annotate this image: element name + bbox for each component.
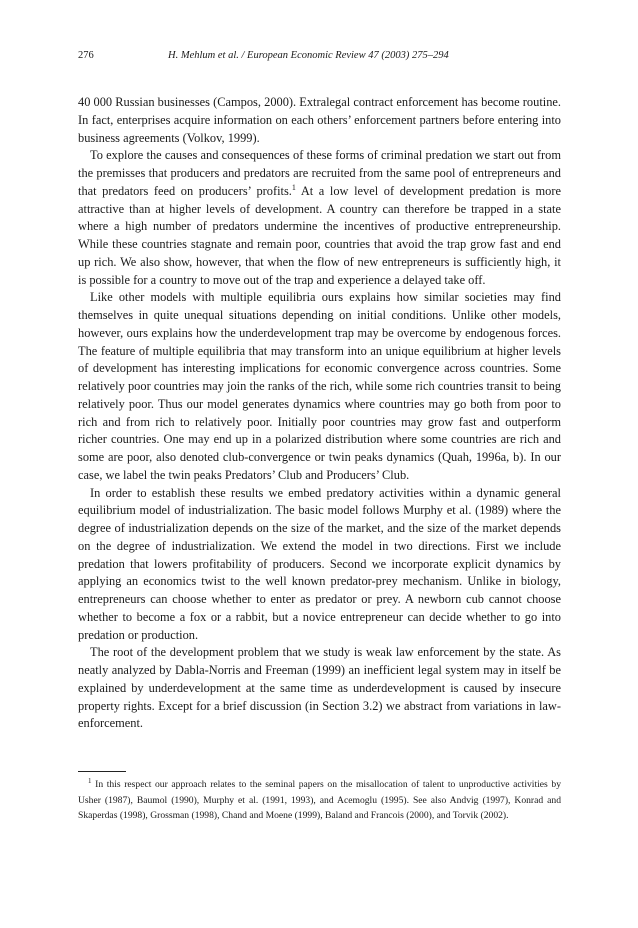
- footnote-marker[interactable]: 1: [291, 182, 296, 192]
- running-header: [78, 50, 560, 64]
- footnote-text: In this respect our approach relates to the seminal papers on the misallocation of talent to unproductive activities by Usher (1987), Baumol (1990), Murphy et al. (1991, 1993), and Acemoglu (1995). See also Andvig (1997), Konrad and Skaperdas (1998), Grossman (1998), Chand and Moene (1999), Baland and Francois (2000), and Torvik (2002).: [78, 779, 561, 821]
- paragraph-2-part-a: To explore the causes and consequences of these forms of criminal predation we start out from the premisses that producers and predators are recruited from the same pool of entrepreneurs and that predators feed on producers’ profits.: [78, 148, 561, 198]
- page-number: 276: [78, 50, 94, 61]
- paragraph-5: The root of the development problem that we study is weak law enforcement by the state. As neatly analyzed by Dabla-Norris and Freeman (1999) an inefficient legal system may in itself be explained by underdevelopment at the same time as underdevelopment is caused by insecure property rights. Except for a brief discussion (in Section 3.2) we abstract from variations in law-enforcement.: [78, 645, 561, 731]
- paragraph-2: [78, 147, 561, 289]
- footnote-divider: [78, 771, 126, 772]
- paragraph-1: 40 000 Russian businesses (Campos, 2000). Extralegal contract enforcement has become routine. In fact, enterprises acquire information on each others’ enforcement partners before entering into business agreements (Volkov, 1999).: [78, 95, 561, 145]
- paragraph-4: In order to establish these results we embed predatory activities within a dynamic general equilibrium model of industrialization. The basic model follows Murphy et al. (1989) where the degree of industrialization depends on the size of the market, and the size of the market depends on the degree of industrialization. We extend the model in two directions. First we include predation that lowers profitability of producers. Second we incorporate explicit dynamics by applying an economics twist to the well known predator-prey mechanism. Unlike in biology, entrepreneurs can choose whether to enter as predator or prey. A newborn cub cannot choose whether to become a fox or a rabbit, but a novice entrepreneur can decide whether to go into predation or production.: [78, 485, 561, 642]
- footnote-number: 1: [88, 776, 92, 785]
- body-text: [78, 94, 561, 733]
- running-head: H. Mehlum et al. / European Economic Review 47 (2003) 275–294: [168, 50, 449, 61]
- footnote: [78, 777, 561, 824]
- paragraph-2-part-b: At a low level of development predation is more attractive than at higher levels of development. A country can therefore be trapped in a state where a high number of predators undermine the incentives of productive entrepreneurship. While these countries stagnate and remain poor, countries that avoid the trap grow fast and end up rich. We also show, however, that when the flow of new entrepreneurs is sufficiently high, it is possible for a country to move out of the trap and experience a delayed take off.: [78, 183, 562, 287]
- paragraph-3: Like other models with multiple equilibria ours explains how similar societies may find themselves in quite unequal situations depending on initial conditions. Unlike other models, however, ours explains how the underdevelopment trap may be overcome by endogenous forces. The feature of multiple equilibria that may transform into an unique equilibrium at higher levels of development has interesting implications for economic convergence across countries. Some relatively poor countries may join the ranks of the rich, while some rich countries transit to being relatively poor. Thus our model generates dynamics where countries may go both from poor to rich and from rich to relatively poor. Initially poor countries may grow fast and outperform richer countries. One may end up in a polarized distribution where some countries are rich and some are poor, also denoted club-convergence or twin peaks dynamics (Quah, 1996a, b). In our case, we label the twin peaks Predators’ Club and Producers’ Club.: [78, 290, 561, 482]
